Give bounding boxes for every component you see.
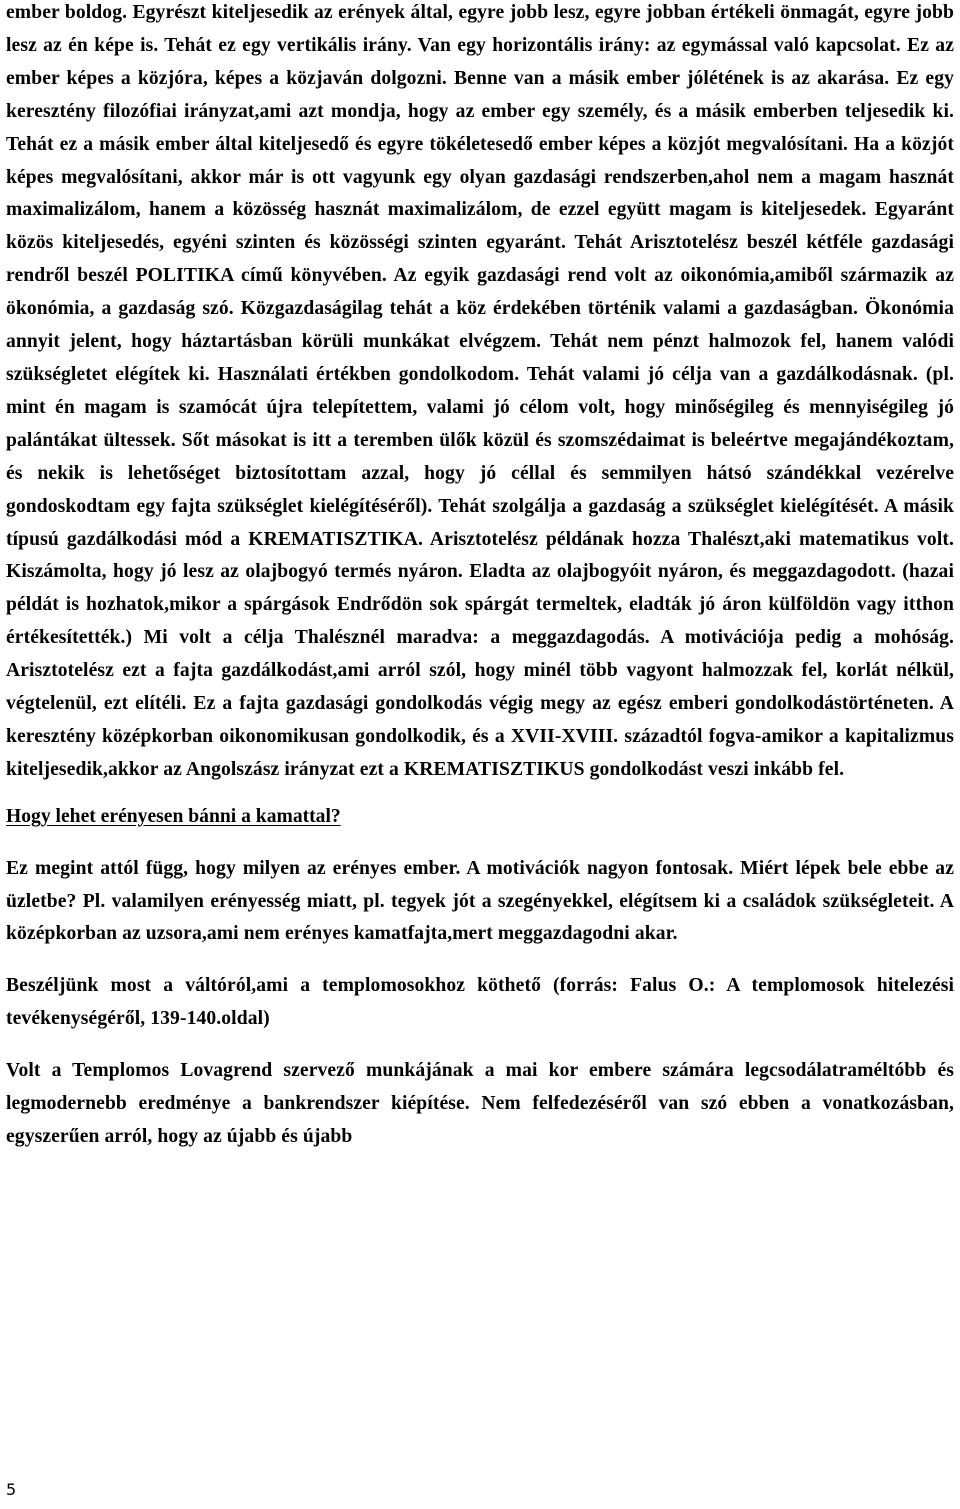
body-paragraph-4: Volt a Templomos Lovagrend szervező munkájának a mai kor embere számára legcsodálatraméltóbb és legmodernebb eredménye a bankrendszer kiépítése. Nem felfedezéséről van szó ebben a vonatkozásban, egyszerűen arról, hogy az újabb és újabb bbox=[6, 1060, 954, 1147]
section-heading: Hogy lehet erényesen bánni a kamattal? bbox=[6, 805, 341, 827]
body-paragraph-2: Ez megint attól függ, hogy milyen az erényes ember. A motivációk nagyon fontosak. Miért lépek bele ebbe az üzletbe? Pl. valamilyen erényesség miatt, pl. tegyek jót a szegényekkel, elégítsem ki a családok szükségleteit. A középkorban az uzsora,ami nem erényes kamatfajta,mert meggazdagodni akar. bbox=[6, 857, 954, 945]
body-paragraph-3: Beszéljünk most a váltóról,ami a templomosokhoz köthető (forrás: Falus O.: A templomosok hitelezési tevékenységéről, 139-140.oldal) bbox=[6, 975, 954, 1030]
page-number: 5 bbox=[6, 1480, 17, 1499]
body-paragraph-1: ember boldog. Egyrészt kiteljesedik az erények által, egyre jobb lesz, egyre jobban értékeli önmagát, egyre jobb lesz az én képe is. Tehát ez egy vertikális irány. Van egy horizontális irány: az egymással való kapcsolat. Ez az ember képes a közjóra, képes a közjaván dolgozni. Benne van a másik ember jólétének is az akarása. Ez egy keresztény filozófiai irányzat,ami azt mondja, hogy az ember egy személy, és a másik emberben teljesedik ki. Tehát ez a másik ember által kiteljesedő és egyre tökéletesedő ember képes a közjót megvalósítani. Ha a közjót képes megvalósítani, akkor már is ott vagyunk egy olyan gazdasági rendszerben,ahol nem a magam hasznát maximalizálom, hanem a közösség hasznát maximalizálom, de ezzel együtt magam is kiteljesedek. Egyaránt közös kiteljesedés, egyéni szinten és közösségi szinten egyaránt. Tehát Arisztotelész beszél kétféle gazdasági rendről beszél POLITIKA című könyvében. Az egyik gazdasági rend volt az oikonómia,amiből származik az ökonómia, a gazdaság szó. Közgazdaságilag tehát a köz érdekében történik valami a gazdaságban. Ökonómia annyit jelent, hogy háztartásban körüli munkákat elvégzem. Tehát nem pénzt halmozok fel, hanem valódi szükségletet elégítek ki. Használati értékben gondolkodom. Tehát valami jó célja van a gazdálkodásnak. (pl. mint én magam is szamócát újra telepítettem, valami jó célom volt, hogy minőségileg és mennyiségileg jó palántákat ültessek. Sőt másokat is itt a teremben ülők közül és szomszédaimat is beleértve megajándékoztam, és nekik is lehetőséget biztosítottam azzal, hogy jó céllal és semmilyen hátsó szándékkal vezérelve gondoskodtam egy fajta szükséglet kielégítéséről). Tehát szolgálja a gazdaság a szükséglet kielégítését. A másik típusú gazdálkodási mód a KREMATISZTIKA. Arisztotelész példának hozza Thalészt,aki matematikus volt. Kiszámolta, hogy jó lesz az olajbogyó termés nyáron. Eladta az olajbogyóit nyáron, és meggazdagodott. (hazai példát is hozhatok,mikor a spárgások Endrődön sok spárgát termeltek, eladták jó áron külföldön vagy itthon értékesítették.) Mi volt a célja Thalésznél maradva: a meggazdagodás. A motivációja pedig a mohóság. Arisztotelész ezt a fajta gazdálkodást,ami arról szól, hogy minél több vagyont halmozzak fel, korlát nélkül, végtelenül, ezt elítéli. Ez a fajta gazdasági gondolkodás végig megy az egész emberi gondolkodástörténeten. A keresztény középkorban oikonomikusan gondolkodik, és a XVII-XVIII. századtól fogva-amikor a kapitalizmus kiteljesedik,akkor az Angolszász irányzat ezt a KREMATISZTIKUS gondolkodást veszi inkább fel. bbox=[6, 2, 954, 780]
document-page bbox=[6, 0, 954, 1154]
